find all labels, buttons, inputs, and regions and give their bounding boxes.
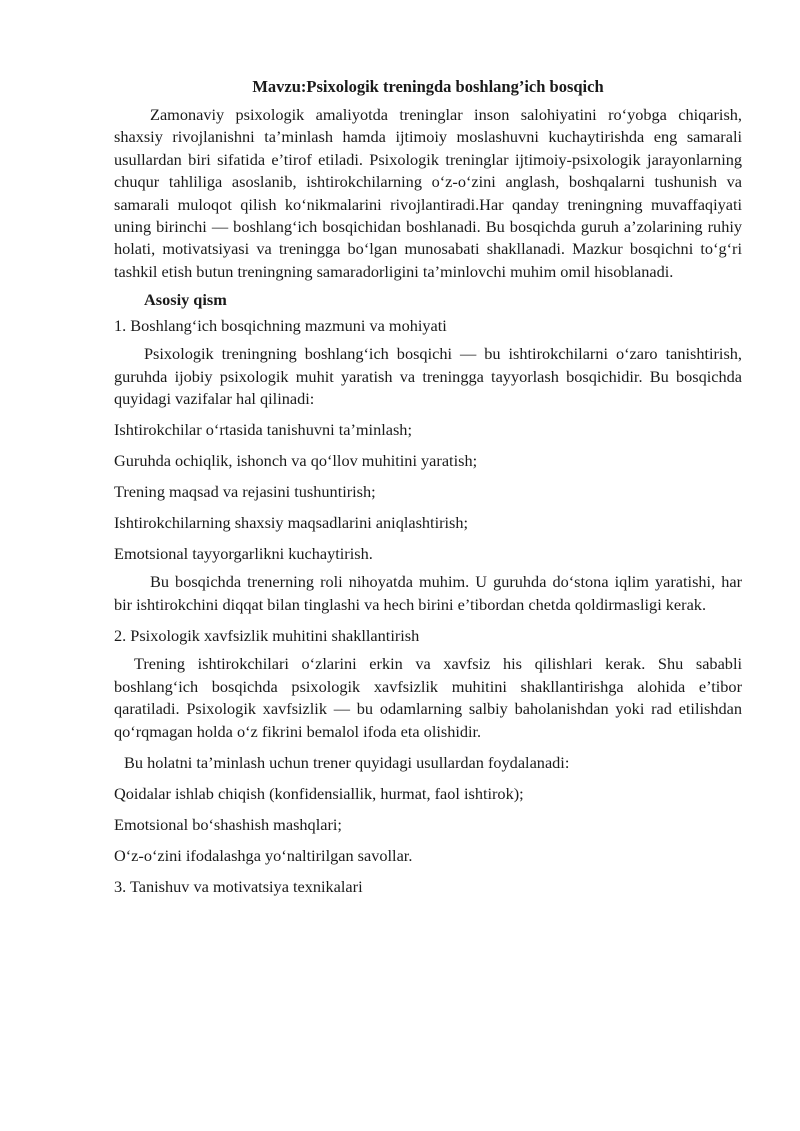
section2-heading: 2. Psixologik xavfsizlik muhitini shakllantirish (114, 626, 420, 646)
list-item: Qoidalar ishlab chiqish (konfidensiallik, hurmat, faol ishtirok); (114, 783, 524, 803)
list-item: Trening maqsad va rejasini tushuntirish; (114, 482, 376, 502)
intro-paragraph: Zamonaviy psixologik amaliyotda treninglar inson salohiyatini ro‘yobga chiqarish, shaxsiy rivojlanishni ta’minlash hamda ijtimoiy moslashuvni kuchaytirishda eng samarali usullardan biri sifatida e’tirof etiladi. Psixologik treninglar ijtimoiy-psixologik jarayonlarning chuqur tahliliga asoslanib, ishtirokchilarning o‘z-o‘zini anglash, boshqalarni tushunish va samarali muloqot qilish ko‘nikmalarini rivojlantiradi.Har qanday treningning muvaffaqiyati uning birinchi — boshlang‘ich bosqichidan boshlanadi. Bu bosqichda guruh a’zolarining ruhiy holati, motivatsiyasi va treningga bo‘lgan munosabati shakllanadi. Mazkur bosqichni to‘g‘ri tashkil etish butun treningning samaradorligini ta’minlovchi muhim omil hisoblanadi. (114, 105, 742, 281)
main-heading: Asosiy qism (144, 290, 227, 310)
section1-paragraph: Psixologik treningning boshlang‘ich bosqichi — bu ishtirokchilarni o‘zaro tanishtirish, guruhda ijobiy psixologik muhit yaratish va treningga tayyorlash bosqichidir. Bu bosqichda quyidagi vazifalar hal qilinadi: (114, 344, 742, 409)
list-item: Emotsional tayyorgarlikni kuchaytirish. (114, 544, 373, 564)
document-page (114, 76, 742, 898)
section1-paragraph-2: Bu bosqichda trenerning roli nihoyatda muhim. U guruhda do‘stona iqlim yaratishi, har bir ishtirokchini diqqat bilan tinglashi va hech birini e’tibordan chetda qoldirmasligi kerak. (114, 572, 742, 614)
list-item: O‘z-o‘zini ifodalashga yo‘naltirilgan savollar. (114, 845, 413, 865)
section2-paragraph-2: Bu holatni ta’minlash uchun trener quyidagi usullardan foydalanadi: (124, 752, 570, 772)
list-item: Ishtirokchilarning shaxsiy maqsadlarini aniqlashtirish; (114, 513, 469, 533)
document-title: Mavzu:Psixologik treningda boshlang’ich bosqich (252, 77, 604, 96)
list-item: Guruhda ochiqlik, ishonch va qo‘llov muhitini yaratish; (114, 451, 478, 471)
list-item: Ishtirokchilar o‘rtasida tanishuvni ta’minlash; (114, 420, 412, 440)
section3-heading: 3. Tanishuv va motivatsiya texnikalari (114, 876, 363, 896)
list-item: Emotsional bo‘shashish mashqlari; (114, 814, 342, 834)
section2-paragraph: Trening ishtirokchilari o‘zlarini erkin va xavfsiz his qilishlari kerak. Shu sababli boshlang‘ich bosqichda psixologik xavfsizlik muhitini shakllantirishga alohida e’tibor qaratiladi. Psixologik xavfsizlik — bu odamlarning salbiy baholanishdan yoki rad etilishdan qo‘rqmagan holda o‘z fikrini bemalol ifoda eta olishidir. (114, 654, 742, 741)
section1-heading: 1. Boshlang‘ich bosqichning mazmuni va mohiyati (114, 316, 447, 336)
